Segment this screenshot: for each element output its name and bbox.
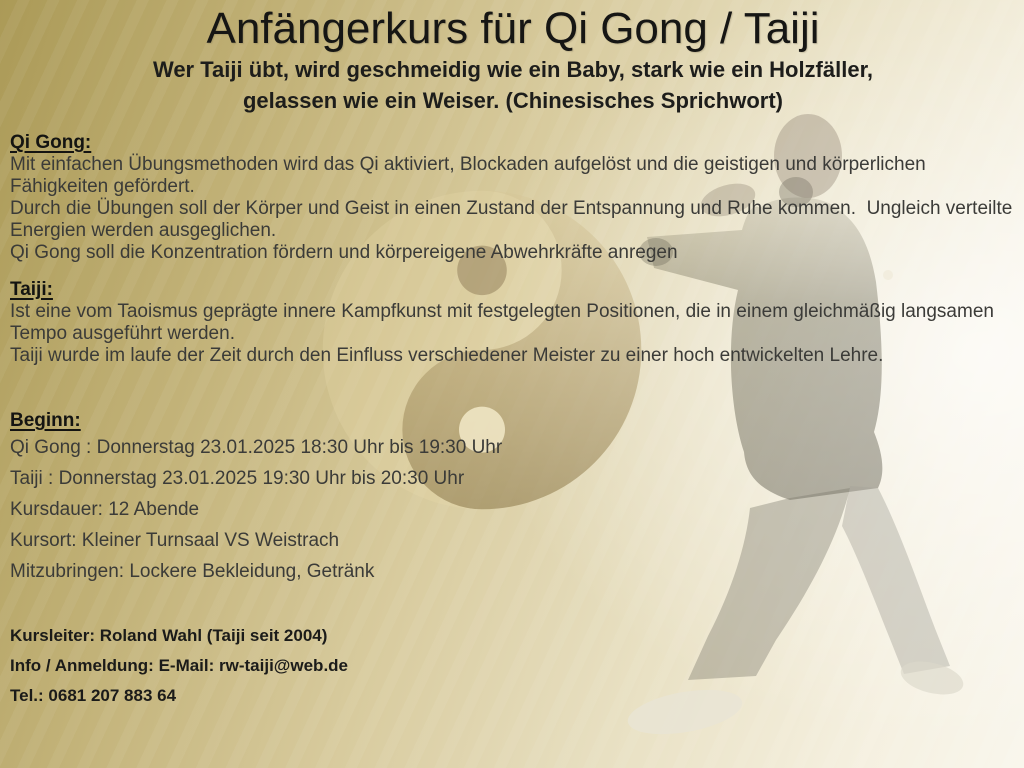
course-bring-line: Mitzubringen: Lockere Bekleidung, Getränk [10, 561, 375, 582]
contact-phone: Tel.: 0681 207 883 64 [10, 686, 177, 705]
section-heading-taiji: Taiji: [10, 279, 53, 300]
course-details-list [10, 437, 1016, 583]
taiji-paragraph-2: Taiji wurde im laufe der Zeit durch den Einfluss verschiedener Meister zu einer hoch entwickelten Lehre. [10, 345, 884, 366]
qi-gong-paragraph-3: Qi Gong soll die Konzentration fördern und körpereigene Abwehrkräfte anregen [10, 242, 678, 263]
subtitle-line-1: Wer Taiji übt, wird geschmeidig wie ein Baby, stark wie ein Holzfäller, [152, 57, 874, 82]
qi-gong-paragraph-1: Mit einfachen Übungsmethoden wird das Qi aktiviert, Blockaden aufgelöst und die geistigen und körperlichen Fähigkeiten gefördert. [10, 154, 931, 197]
contact-block [10, 625, 1016, 707]
contact-kursleiter: Kursleiter: Roland Wahl (Taiji seit 2004) [10, 626, 328, 645]
slide-title: Anfängerkurs für Qi Gong / Taiji [206, 4, 820, 53]
subtitle-line-2: gelassen wie ein Weiser. (Chinesisches Sprichwort) [242, 88, 783, 113]
section-heading-qi-gong: Qi Gong: [10, 132, 92, 153]
taiji-paragraph-1: Ist eine vom Taoismus geprägte innere Kampfkunst mit festgelegten Positionen, die in einem gleichmäßig langsamen Tempo ausgeführt werden. [10, 301, 999, 344]
qi-gong-paragraph-2: Durch die Übungen soll der Körper und Geist in einen Zustand der Entspannung und Ruhe kommen. Ungleich verteilte Energien werden ausgeglichen. [10, 198, 1018, 241]
course-duration-line: Kursdauer: 12 Abende [10, 499, 200, 520]
section-heading-beginn: Beginn: [10, 410, 81, 431]
schedule-line-qi-gong: Qi Gong : Donnerstag 23.01.2025 18:30 Uhr bis 19:30 Uhr [10, 437, 503, 458]
schedule-line-taiji: Taiji : Donnerstag 23.01.2025 19:30 Uhr bis 20:30 Uhr [10, 468, 465, 489]
contact-info-email: Info / Anmeldung: E-Mail: rw-taiji@web.de [10, 656, 348, 675]
course-location-line: Kursort: Kleiner Turnsaal VS Weistrach [10, 530, 340, 551]
